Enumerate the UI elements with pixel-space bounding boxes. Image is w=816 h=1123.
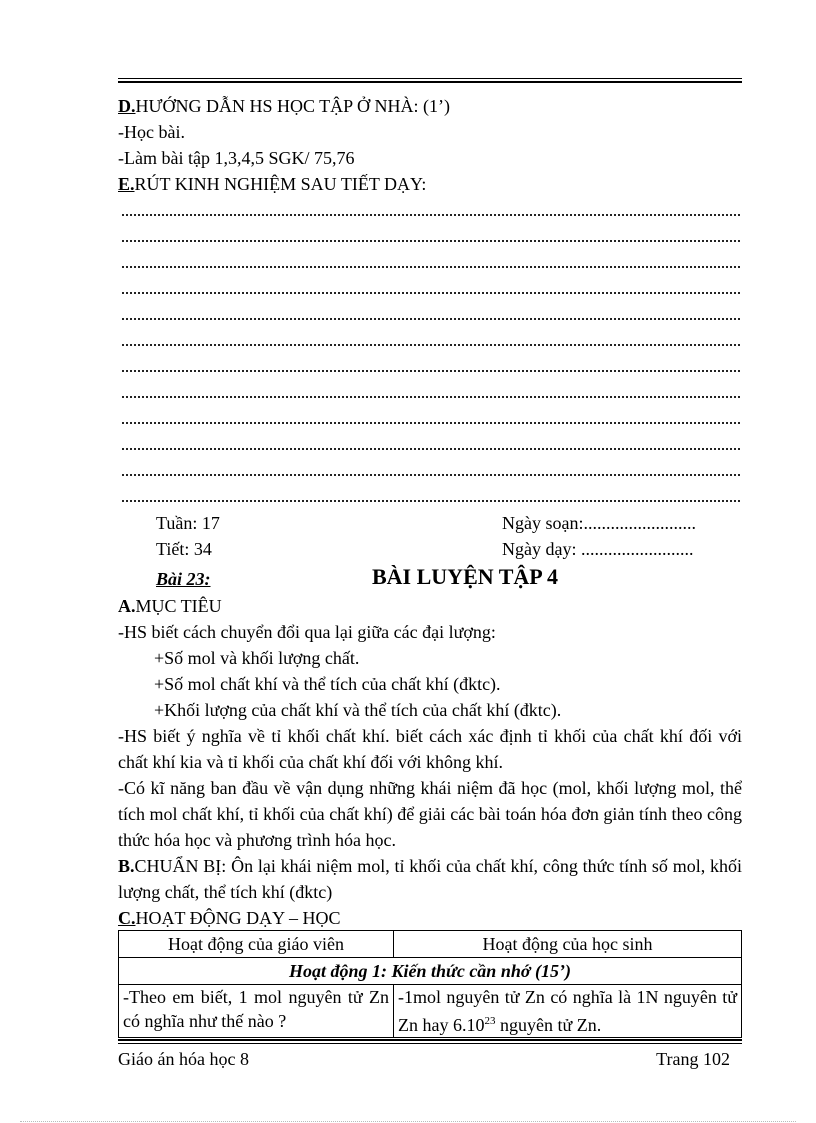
note-line: [122, 396, 740, 398]
section-d-letter: D.: [118, 96, 136, 116]
objective-item: +Số mol và khối lượng chất.: [154, 648, 360, 668]
table-header-row: [119, 931, 742, 958]
section-b-title: CHUẨN BỊ:: [134, 856, 227, 876]
footer-page-number: Trang 102: [656, 1049, 730, 1069]
footer-left: Giáo án hóa học 8: [118, 1049, 249, 1069]
teacher-cell: -Theo em biết, 1 mol nguyên tử Zn có nghĩa như thế nào ?: [119, 985, 394, 1038]
note-line: [122, 474, 740, 476]
note-line: [122, 370, 740, 372]
col-student-header: Hoạt động của học sinh: [394, 931, 742, 958]
section-a-paragraph-2: -Có kĩ năng ban đầu về vận dụng những khái niệm đã học (mol, khối lượng mol, thể tích mol chất khí, tỉ khối của chất khí) để giải các bài toán hóa đơn giản tính theo công thức hóa học và phương trình hóa học.: [118, 778, 742, 850]
activity-title-row: [119, 958, 742, 985]
note-line: [122, 214, 740, 216]
date-taught-label: Ngày dạy: .........................: [502, 539, 694, 559]
section-b-text: Ôn lại khái niệm mol, tỉ khối của chất khí, công thức tính số mol, khối lượng chất, thể tích khí (đktc): [118, 856, 742, 902]
lesson-number: Bài 23:: [156, 569, 211, 589]
objective-item: +Khối lượng của chất khí và thể tích của chất khí (đktc).: [154, 700, 562, 720]
lesson-title: BÀI LUYỆN TẬP 4: [372, 564, 559, 589]
note-line: [122, 318, 740, 320]
section-c-title: HOẠT ĐỘNG DẠY – HỌC: [135, 908, 341, 928]
section-a-paragraph-1: -HS biết ý nghĩa về tỉ khối chất khí. biết cách xác định tỉ khối của chất khí đối với chất khí kia và tỉ khối của chất khí đối với không khí.: [118, 726, 742, 772]
footer-rule-thin: [118, 1043, 742, 1044]
section-a-intro: -HS biết cách chuyển đổi qua lại giữa các đại lượng:: [118, 622, 496, 642]
section-e-letter: E.: [118, 174, 135, 194]
week-label: Tuần: 17: [156, 513, 220, 533]
page-edge-dots: [20, 1121, 796, 1122]
section-a-heading: [118, 593, 222, 619]
activity-table: [118, 930, 742, 1038]
note-line: [122, 422, 740, 424]
section-b-letter: B.: [118, 856, 135, 876]
section-d-line-2: -Làm bài tập 1,3,4,5 SGK/ 75,76: [118, 148, 355, 168]
section-b-paragraph: [118, 853, 742, 905]
note-line: [122, 240, 740, 242]
period-label: Tiết: 34: [156, 539, 212, 559]
note-line: [122, 448, 740, 450]
header-rule-thick: [118, 81, 742, 83]
note-line: [122, 266, 740, 268]
section-d-heading: [118, 93, 450, 119]
section-e-title: RÚT KINH NGHIỆM SAU TIẾT DẠY:: [134, 174, 427, 194]
section-e-heading: [118, 171, 426, 197]
student-cell: -1mol nguyên tử Zn có nghĩa là 1N nguyên tử Zn hay 6.10$^{23}$ nguyên tử Zn.: [394, 985, 742, 1038]
date-prepared-label: Ngày soạn:.........................: [502, 513, 696, 533]
section-c-heading: [118, 905, 341, 931]
section-a-letter: A.: [118, 596, 136, 616]
section-c-letter: C.: [118, 908, 136, 928]
footer-rule-thick: [118, 1039, 742, 1041]
note-line: [122, 344, 740, 346]
section-d-title: HƯỚNG DẪN HS HỌC TẬP Ở NHÀ: (1’): [135, 96, 450, 116]
section-a-title: MỤC TIÊU: [135, 596, 222, 616]
col-teacher-header: Hoạt động của giáo viên: [119, 931, 394, 958]
section-d-line-1: -Học bài.: [118, 122, 185, 142]
objective-item: +Số mol chất khí và thể tích của chất khí (đktc).: [154, 674, 501, 694]
header-rule-thin: [118, 78, 742, 79]
table-row: [119, 985, 742, 1038]
note-line: [122, 292, 740, 294]
note-line: [122, 500, 740, 502]
activity-title: Hoạt động 1: Kiến thức cần nhớ (15’): [119, 958, 742, 985]
